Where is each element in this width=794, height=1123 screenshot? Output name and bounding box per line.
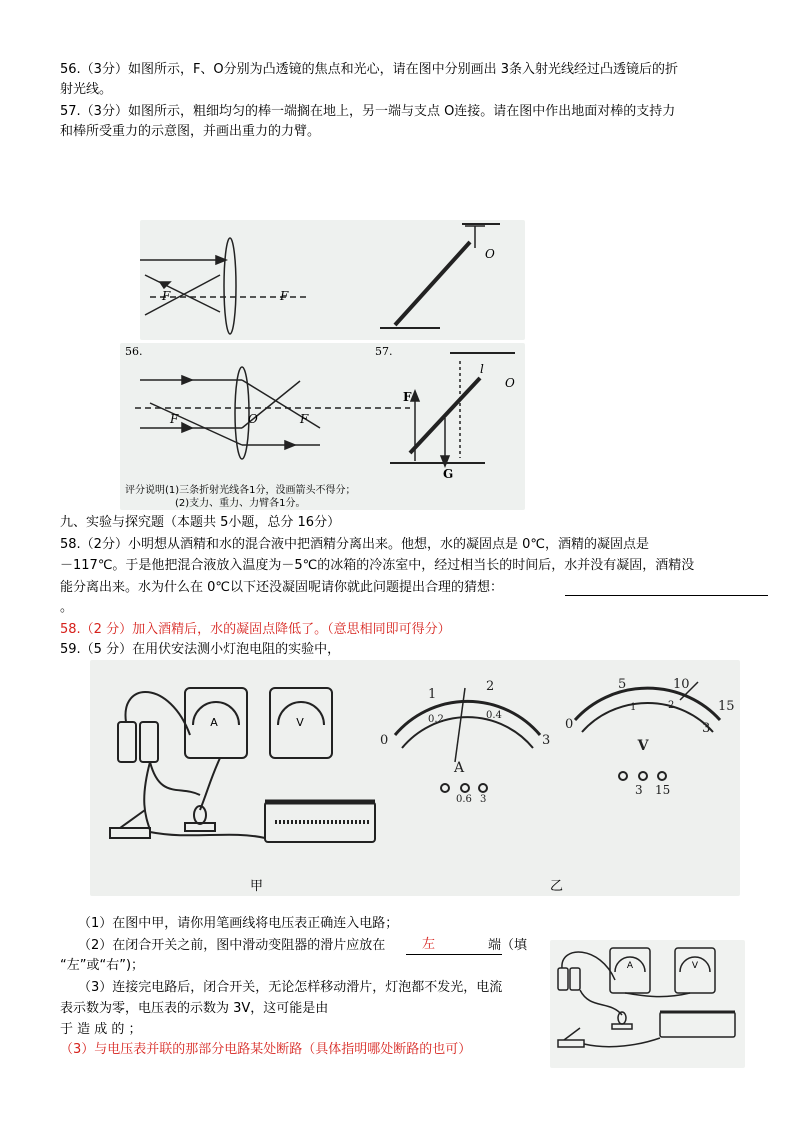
q58-answer: 58.（2 分）加入酒精后，水的凝固点降低了。（意思相同即可得分）: [60, 622, 451, 637]
voltmeter-tick-10: 10: [673, 677, 690, 692]
voltmeter-tick-0: 0: [565, 717, 574, 732]
q58-line2: －117℃。于是他把混合液放入温度为－5℃的冰箱的冷冻室中，经过相当长的时间后，水并没有凝固，酒精没: [60, 558, 695, 573]
answer-figure: [120, 343, 525, 510]
q59-part3-line1: （3）连接完电路后，闭合开关，无论怎样移动滑片，灯泡都不发光，电流: [78, 980, 503, 995]
circuit-figure: [90, 660, 740, 896]
q58-line3: 能分离出来。水为什么在 0℃以下还没凝固呢请你就此问题提出合理的猜想：: [60, 580, 504, 595]
q58-line1: 58.（2分）小明想从酒精和水的混合液中把酒精分离出来。他想，水的凝固点是 0℃，酒精的凝固点是: [60, 537, 649, 552]
lens-figure-question: [140, 220, 500, 334]
q59-part1: （1）在图中甲，请你用笔画线将电压表正确连入电路；: [78, 916, 399, 931]
scoring-note-1: 评分说明(1)三条折射光线各1分，没画箭头不得分；: [125, 485, 356, 496]
voltmeter-range-3: 3: [635, 783, 643, 797]
answer-focus-left: F: [170, 412, 179, 426]
answer-focus-right: F: [300, 412, 309, 426]
answer-pivot-label: O: [505, 376, 515, 390]
focus-label-right: F: [280, 289, 289, 303]
ammeter-tick-0-2: 0.2: [428, 714, 444, 725]
scoring-note-2: (2)支力、重力、力臂各1分。: [175, 498, 306, 509]
lever-arm-label: l: [480, 362, 484, 376]
figure-label-yi: 乙: [550, 879, 564, 894]
answer-label-57: 57.: [375, 345, 393, 358]
q59-part3-line3: 于 造 成 的 ；: [60, 1022, 142, 1037]
pivot-label: O: [485, 247, 495, 261]
q59-part2-before: （2）在闭合开关之前，图中滑动变阻器的滑片应放在: [78, 938, 386, 953]
ammeter-dial-letter: A: [453, 760, 465, 776]
q59-intro: 59.（5 分）在用伏安法测小灯泡电阻的实验中，: [60, 642, 341, 657]
voltmeter-tick-3: 3: [702, 721, 711, 736]
answer-label-56: 56.: [125, 345, 143, 358]
voltmeter-tick-2: 2: [668, 700, 675, 711]
q57-line1: 57.（3分）如图所示，粗细均匀的棒一端搁在地上，另一端与支点 O连接。请在图中作出地面对棒的支持力: [60, 104, 676, 119]
q56-line2: 射光线。: [60, 82, 113, 97]
q59-part2-line2: “左”或“右”)；: [60, 958, 145, 973]
gravity-label: G: [443, 467, 454, 481]
ammeter-tick-1: 1: [428, 687, 437, 702]
answer-optic-center: O: [248, 412, 258, 426]
ammeter-icon: A: [210, 716, 218, 729]
q59-part3-answer: （3）与电压表并联的那部分电路某处断路（具体指明哪处断路的也可）: [60, 1042, 472, 1057]
ammeter-tick-0: 0: [380, 733, 389, 748]
figure-label-jia: 甲: [250, 879, 264, 894]
voltmeter-range-15: 15: [655, 783, 671, 797]
section-title: 九、实验与探究题（本题共 5小题，总分 16分）: [60, 515, 341, 530]
ammeter-range-0-6: 0.6: [456, 794, 472, 805]
voltmeter-tick-5: 5: [618, 677, 627, 692]
ammeter-tick-3: 3: [542, 733, 551, 748]
question-figure: [140, 220, 525, 340]
ammeter-tick-0-4: 0.4: [486, 710, 502, 721]
q57-line2: 和棒所受重力的示意图，并画出重力的力臂。: [60, 124, 321, 139]
ammeter-tick-2: 2: [486, 679, 495, 694]
q58-line4: 。: [60, 600, 74, 615]
voltmeter-tick-15: 15: [718, 699, 735, 714]
small-ammeter-icon: A: [626, 961, 634, 971]
focus-label-left: F: [162, 289, 171, 303]
q59-part2-answer[interactable]: 左: [406, 936, 502, 955]
voltmeter-dial-letter: V: [637, 738, 649, 754]
support-force-label: F: [403, 390, 412, 404]
voltmeter-icon: V: [296, 716, 304, 729]
small-circuit-figure: [550, 940, 745, 1068]
q59-part3-line2: 表示数为零，电压表的示数为 3V，这可能是由: [60, 1001, 329, 1016]
q56-line1: 56.（3分）如图所示，F、O分别为凸透镜的焦点和光心，请在图中分别画出 3条入射光线经过凸透镜后的折: [60, 62, 679, 77]
q59-part2-after: 端（填: [488, 938, 528, 953]
small-voltmeter-icon: V: [691, 961, 699, 971]
q58-answer-blank[interactable]: [565, 594, 768, 596]
voltmeter-tick-1: 1: [630, 702, 637, 713]
ammeter-range-3: 3: [480, 794, 487, 805]
